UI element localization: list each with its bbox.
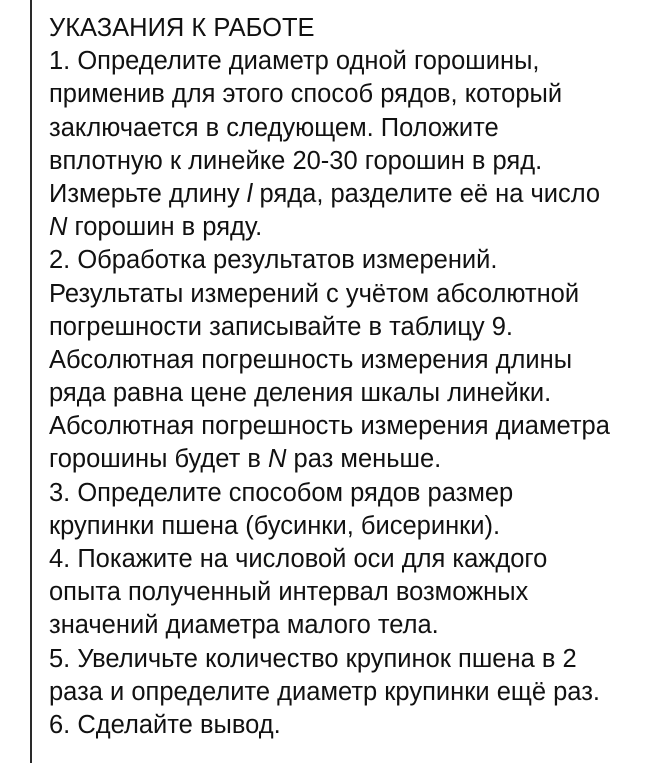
instructions-text bbox=[49, 12, 661, 742]
instructions-title: УКАЗАНИЯ К РАБОТЕ bbox=[49, 14, 315, 42]
instruction-line: Абсолютная погрешность измерения диаметра bbox=[49, 412, 610, 441]
instruction-line: ряда равна цене деления шкалы линейки. bbox=[49, 379, 552, 408]
instruction-line: заключается в следующем. Положите bbox=[49, 113, 499, 142]
instruction-line bbox=[49, 443, 661, 476]
instruction-line: 5. Увеличьте количество крупинок пшена в 2 bbox=[49, 644, 577, 673]
instruction-line-text: раз меньше. bbox=[286, 445, 442, 474]
instruction-line: Абсолютная погрешность измерения длины bbox=[49, 345, 573, 374]
instruction-line bbox=[49, 211, 661, 244]
instruction-line-text: Измерьте длину bbox=[49, 179, 247, 208]
instruction-line: Результаты измерений с учётом абсолютной bbox=[49, 279, 580, 308]
instruction-line-text: горошины будет в bbox=[49, 445, 269, 474]
instruction-line: значений диаметра малого тела. bbox=[49, 611, 439, 640]
instruction-line-text: горошин в ряду. bbox=[67, 213, 263, 242]
count-symbol: N bbox=[49, 213, 68, 242]
instruction-line: крупинки пшена (бусинки, бисеринки). bbox=[49, 511, 501, 540]
instruction-line: 1. Определите диаметр одной горошины, bbox=[49, 47, 540, 76]
instruction-line-text: ряда, разделите её на число bbox=[252, 179, 601, 208]
instruction-line: применив для этого способ рядов, который bbox=[49, 80, 563, 109]
left-margin-rule bbox=[30, 0, 32, 763]
instruction-line: раза и определите диаметр крупинки ещё раз. bbox=[49, 677, 600, 706]
instruction-line: вплотную к линейке 20-30 горошин в ряд. bbox=[49, 146, 543, 175]
instruction-line: погрешности записывайте в таблицу 9. bbox=[49, 312, 513, 341]
length-symbol: l bbox=[246, 179, 253, 208]
instruction-line bbox=[49, 178, 661, 211]
instruction-line: 4. Покажите на числовой оси для каждого bbox=[49, 545, 548, 573]
instruction-line: 2. Обработка результатов измерений. bbox=[49, 246, 498, 275]
instruction-line: опыта полученный интервал возможных bbox=[49, 578, 529, 607]
instruction-line: 3. Определите способом рядов размер bbox=[49, 478, 514, 507]
count-symbol: N bbox=[268, 445, 287, 474]
instruction-line: 6. Сделайте вывод. bbox=[49, 710, 281, 739]
